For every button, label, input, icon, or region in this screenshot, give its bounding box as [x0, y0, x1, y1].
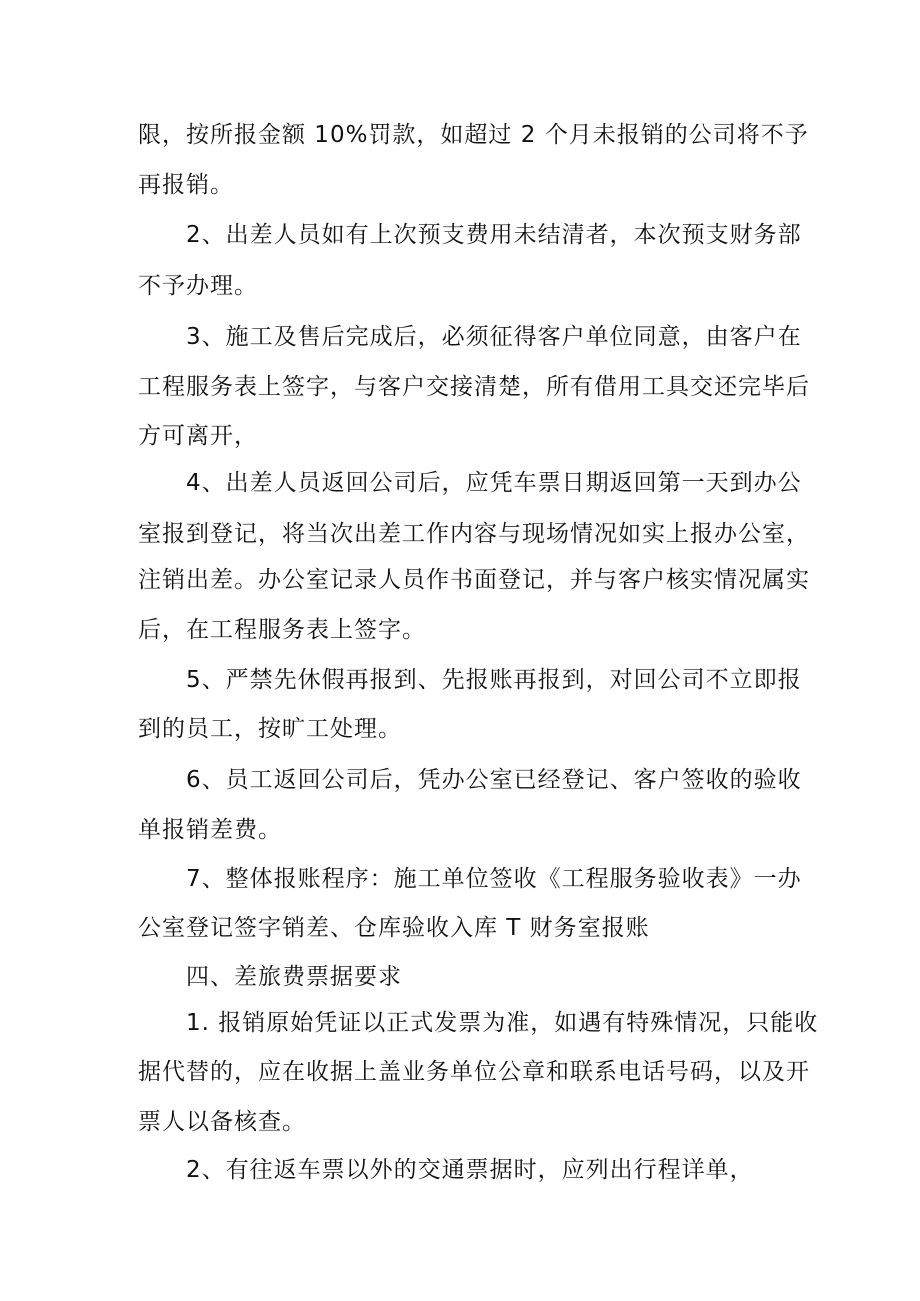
text-line: 6、员工返回公司后，凭办公室已经登记、客户签收的验收 [186, 767, 802, 793]
text-line: 后，在工程服务表上签字。 [138, 617, 426, 643]
text-line: 票人以备核查。 [138, 1109, 306, 1135]
text-line: 再报销。 [138, 172, 234, 198]
text-line: 2、有往返车票以外的交通票据时，应列出行程详单， [186, 1157, 754, 1183]
text-line: 1. 报销原始凭证以正式发票为准，如遇有特殊情况，只能收 [186, 1010, 819, 1036]
text-line: 3、施工及售后完成后，必须征得客户单位同意，由客户在 [186, 324, 802, 350]
text-line: 不予办理。 [138, 273, 258, 299]
text-line: 单报销差费。 [138, 817, 282, 843]
text-line: 注销出差。办公室记录人员作书面登记，并与客户核实情况属实 [138, 567, 810, 593]
section-heading: 四、差旅费票据要求 [186, 964, 402, 990]
text-line: 工程服务表上签字，与客户交接清楚，所有借用工具交还完毕后 [138, 374, 810, 400]
text-line: 4、出差人员返回公司后，应凭车票日期返回第一天到办公 [186, 470, 802, 496]
text-line: 室报到登记，将当次出差工作内容与现场情况如实上报办公室， [138, 521, 810, 547]
text-line: 2、出差人员如有上次预支费用未结清者，本次预支财务部 [186, 222, 802, 248]
text-line: 7、整体报账程序：施工单位签收《工程服务验收表》一办 [186, 866, 802, 892]
text-line: 公室登记签字销差、仓库验收入库 T 财务室报账 [138, 915, 650, 941]
text-line: 到的员工，按旷工处理。 [138, 716, 402, 742]
text-line: 限，按所报金额 10%罚款，如超过 2 个月未报销的公司将不予 [138, 122, 809, 148]
text-line: 据代替的，应在收据上盖业务单位公章和联系电话号码，以及开 [138, 1059, 810, 1085]
text-line: 方可离开， [138, 423, 258, 449]
text-line: 5、严禁先休假再报到、先报账再报到，对回公司不立即报 [186, 667, 802, 693]
